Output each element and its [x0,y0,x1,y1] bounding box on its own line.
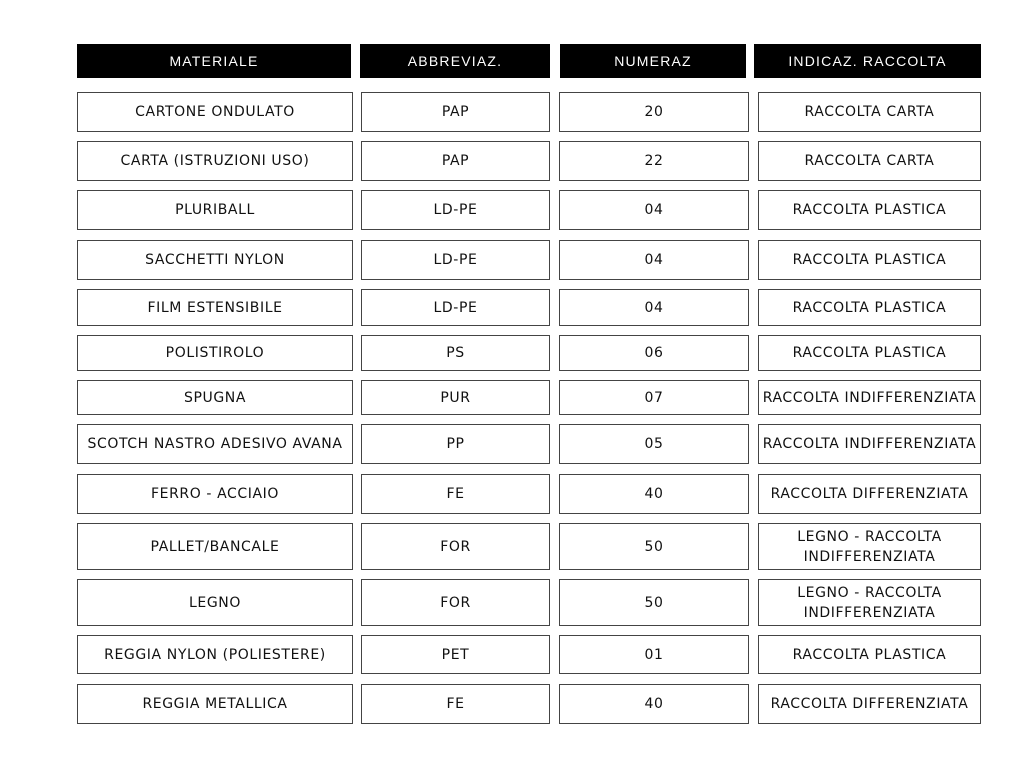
cell-abbreviazione: PUR [361,380,550,415]
cell-abbreviazione: FE [361,474,550,514]
cell-abbreviazione: LD-PE [361,240,550,280]
cell-abbreviazione: PAP [361,92,550,132]
cell-materiale: REGGIA NYLON (POLIESTERE) [77,635,353,674]
cell-raccolta: RACCOLTA DIFFERENZIATA [758,474,981,514]
cell-numerazione: 04 [559,240,749,280]
cell-numerazione: 06 [559,335,749,371]
cell-materiale: SPUGNA [77,380,353,415]
cell-raccolta: LEGNO - RACCOLTA INDIFFERENZIATA [758,523,981,570]
header-abbreviazione: ABBREVIAZ. [360,44,550,78]
cell-materiale: FERRO - ACCIAIO [77,474,353,514]
cell-raccolta: RACCOLTA INDIFFERENZIATA [758,424,981,464]
cell-materiale: PALLET/BANCALE [77,523,353,570]
cell-raccolta: RACCOLTA PLASTICA [758,240,981,280]
cell-materiale: LEGNO [77,579,353,626]
cell-materiale: CARTONE ONDULATO [77,92,353,132]
cell-materiale: PLURIBALL [77,190,353,230]
cell-abbreviazione: PET [361,635,550,674]
cell-abbreviazione: FOR [361,579,550,626]
cell-raccolta: RACCOLTA PLASTICA [758,289,981,326]
cell-raccolta: RACCOLTA CARTA [758,141,981,181]
cell-raccolta: RACCOLTA INDIFFERENZIATA [758,380,981,415]
cell-numerazione: 04 [559,289,749,326]
cell-raccolta: RACCOLTA PLASTICA [758,190,981,230]
header-indicazione-raccolta: INDICAZ. RACCOLTA [754,44,981,78]
cell-raccolta: RACCOLTA DIFFERENZIATA [758,684,981,724]
cell-raccolta: LEGNO - RACCOLTA INDIFFERENZIATA [758,579,981,626]
cell-abbreviazione: PS [361,335,550,371]
cell-materiale: CARTA (ISTRUZIONI USO) [77,141,353,181]
cell-numerazione: 50 [559,579,749,626]
cell-numerazione: 20 [559,92,749,132]
cell-materiale: SCOTCH NASTRO ADESIVO AVANA [77,424,353,464]
cell-numerazione: 40 [559,684,749,724]
cell-abbreviazione: LD-PE [361,289,550,326]
cell-materiale: FILM ESTENSIBILE [77,289,353,326]
cell-numerazione: 01 [559,635,749,674]
cell-materiale: POLISTIROLO [77,335,353,371]
cell-raccolta: RACCOLTA PLASTICA [758,635,981,674]
cell-numerazione: 04 [559,190,749,230]
cell-abbreviazione: LD-PE [361,190,550,230]
cell-numerazione: 07 [559,380,749,415]
cell-abbreviazione: FE [361,684,550,724]
cell-raccolta: RACCOLTA PLASTICA [758,335,981,371]
cell-abbreviazione: PP [361,424,550,464]
cell-raccolta: RACCOLTA CARTA [758,92,981,132]
cell-numerazione: 50 [559,523,749,570]
cell-numerazione: 22 [559,141,749,181]
header-numerazione: NUMERAZ [560,44,746,78]
cell-numerazione: 05 [559,424,749,464]
cell-numerazione: 40 [559,474,749,514]
cell-materiale: SACCHETTI NYLON [77,240,353,280]
header-materiale: MATERIALE [77,44,351,78]
cell-abbreviazione: PAP [361,141,550,181]
cell-materiale: REGGIA METALLICA [77,684,353,724]
cell-abbreviazione: FOR [361,523,550,570]
